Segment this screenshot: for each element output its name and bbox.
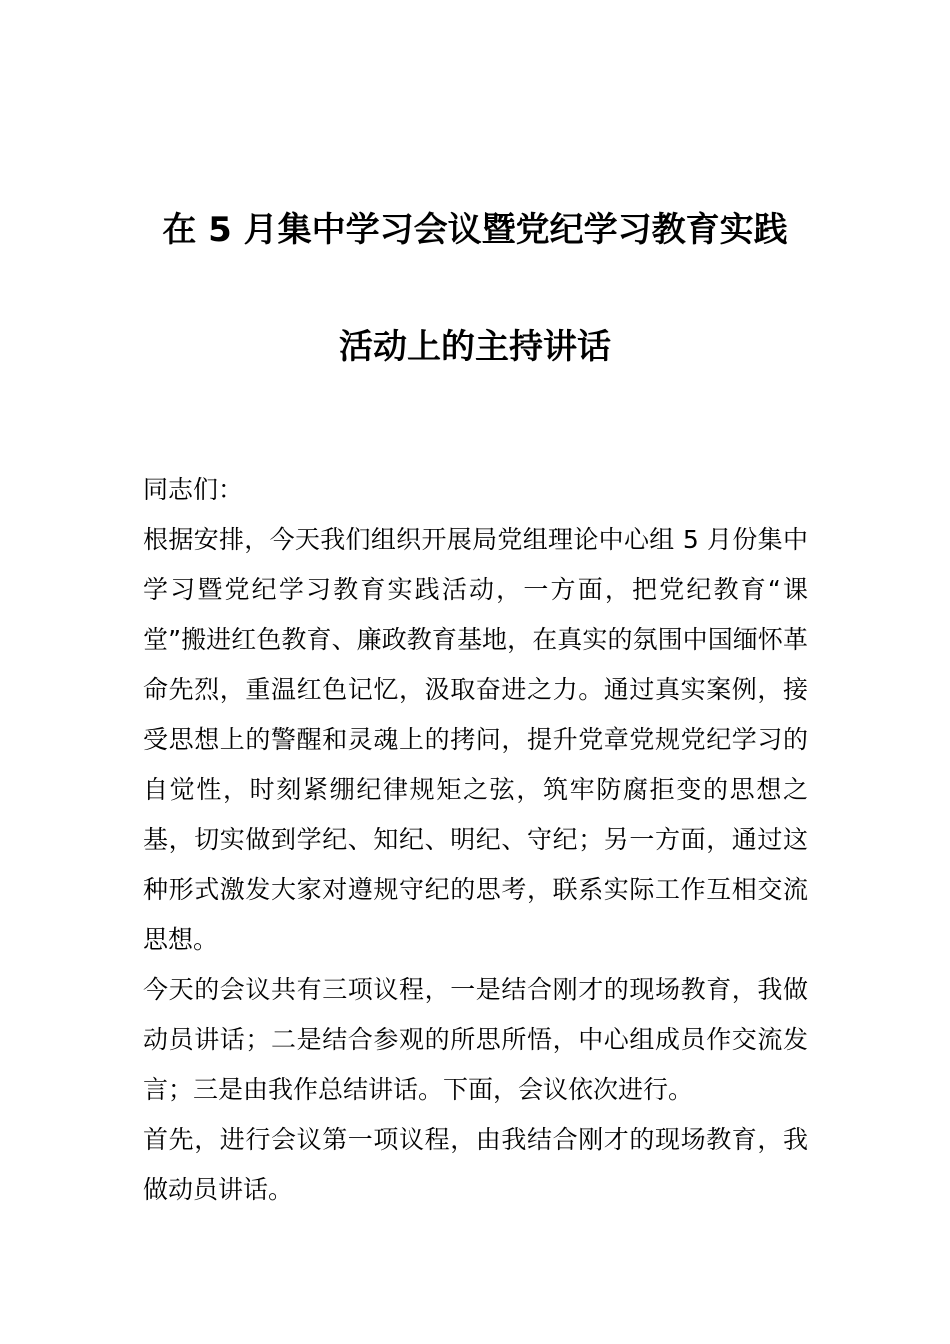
salutation: 同志们：	[143, 475, 244, 504]
document-title-line-2: 活动上的主持讲话	[339, 327, 611, 367]
paragraph-2: 今天的会议共有三项议程，一是结合刚才的现场教育，我做动员讲话；二是结合参观的所思所悟，中心组成员作交流发言；三是由我作总结讲话。下面，会议依次进行。	[143, 975, 808, 1104]
document-body	[143, 465, 808, 1215]
document-title-line-1: 在 5 月集中学习会议暨党纪学习教育实践	[162, 210, 788, 250]
paragraph-1: 根据安排，今天我们组织开展局党组理论中心组 5 月份集中学习暨党纪学习教育实践活动，一方面，把党纪教育“课堂”搬进红色教育、廉政教育基地，在真实的氛围中国缅怀革命先烈，重温红色记忆，汲取奋进之力。通过真实案例，接受思想上的警醒和灵魂上的拷问，提升党章党规党纪学习的自觉性，时刻紧绷纪律规矩之弦，筑牢防腐拒变的思想之基，切实做到学纪、知纪、明纪、守纪；另一方面，通过这种形式激发大家对遵规守纪的思考，联系实际工作互相交流思想。	[143, 525, 808, 954]
paragraph-3: 首先，进行会议第一项议程，由我结合刚才的现场教育，我做动员讲话。	[143, 1125, 808, 1204]
